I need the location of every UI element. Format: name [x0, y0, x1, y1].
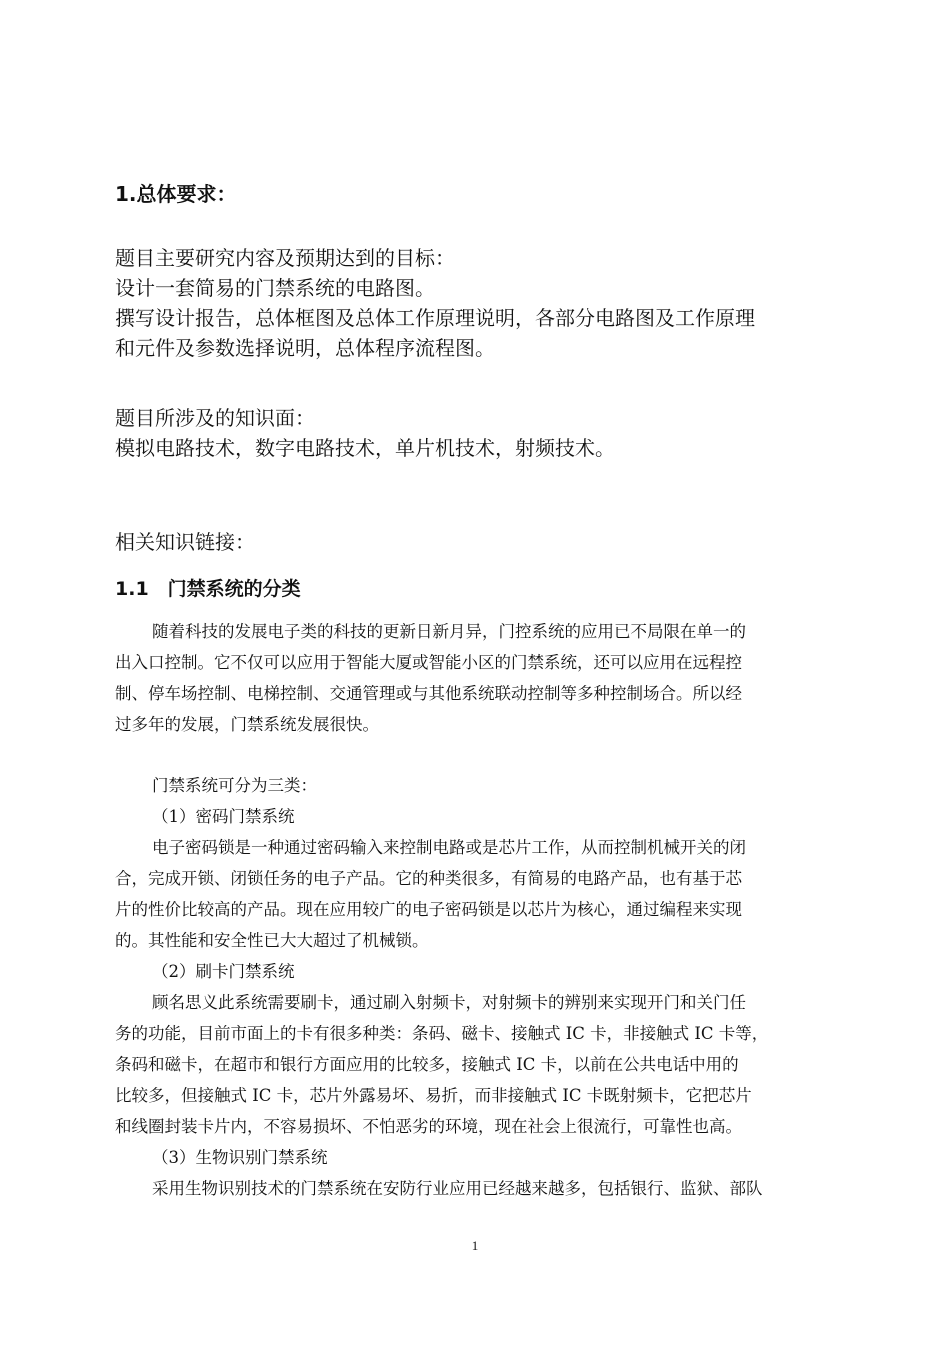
intro-paragraph [115, 616, 840, 740]
paragraph-line: 和线圈封装卡片内，不容易损坏、不怕恶劣的环境，现在社会上很流行，可靠性也高。 [115, 1117, 742, 1136]
section-heading: 1.总体要求： [115, 182, 237, 206]
goals-line: 和元件及参数选择说明，总体程序流程图。 [115, 336, 495, 360]
knowledge-block [115, 403, 840, 463]
links-label: 相关知识链接： [115, 530, 255, 554]
goals-line: 设计一套简易的门禁系统的电路图。 [115, 276, 435, 300]
paragraph-line: 过多年的发展，门禁系统发展很快。 [115, 715, 379, 734]
knowledge-label: 题目所涉及的知识面： [115, 406, 315, 430]
subsection-heading: 1.1 门禁系统的分类 [115, 578, 301, 600]
paragraph-line: 电子密码锁是一种通过密码输入来控制电路或是芯片工作，从而控制机械开关的闭 [152, 838, 746, 857]
category-title-biometric: （3）生物识别门禁系统 [152, 1148, 328, 1167]
knowledge-line: 模拟电路技术，数字电路技术，单片机技术，射频技术。 [115, 436, 615, 460]
goals-label: 题目主要研究内容及预期达到的目标： [115, 246, 455, 270]
goals-block [115, 243, 840, 363]
paragraph-line: 制、停车场控制、电梯控制、交通管理或与其他系统联动控制等多种控制场合。所以经 [115, 684, 742, 703]
paragraph-line: 出入口控制。它不仅可以应用于智能大厦或智能小区的门禁系统，还可以应用在远程控 [115, 653, 742, 672]
paragraph-line: 合，完成开锁、闭锁任务的电子产品。它的种类很多，有简易的电路产品，也有基于芯 [115, 869, 742, 888]
paragraph-line: 条码和磁卡，在超市和银行方面应用的比较多，接触式 IC 卡，以前在公共电话中用的 [115, 1055, 739, 1074]
category-title-card: （2）刷卡门禁系统 [152, 962, 295, 981]
category-title-password: （1）密码门禁系统 [152, 807, 295, 826]
paragraph-line: 顾名思义此系统需要刷卡，通过刷入射频卡，对射频卡的辨别来实现开门和关门任 [152, 993, 746, 1012]
goals-line: 撰写设计报告，总体框图及总体工作原理说明，各部分电路图及工作原理 [115, 306, 755, 330]
paragraph-line: 片的性价比较高的产品。现在应用较广的电子密码锁是以芯片为核心，通过编程来实现 [115, 900, 742, 919]
paragraph-line: 采用生物识别技术的门禁系统在安防行业应用已经越来越多，包括银行、监狱、部队 [152, 1179, 763, 1198]
page-number: 1 [471, 1238, 479, 1253]
categories-intro: 门禁系统可分为三类： [152, 776, 317, 795]
paragraph-line: 比较多，但接触式 IC 卡，芯片外露易坏、易折，而非接触式 IC 卡既射频卡，它把芯片 [115, 1086, 752, 1105]
paragraph-line: 务的功能，目前市面上的卡有很多种类：条码、磁卡、接触式 IC 卡，非接触式 IC 卡等， [115, 1024, 769, 1043]
categories-section [115, 770, 840, 1204]
paragraph-line: 随着科技的发展电子类的科技的更新日新月异，门控系统的应用已不局限在单一的 [152, 622, 746, 641]
paragraph-line: 的。其性能和安全性已大大超过了机械锁。 [115, 931, 429, 950]
